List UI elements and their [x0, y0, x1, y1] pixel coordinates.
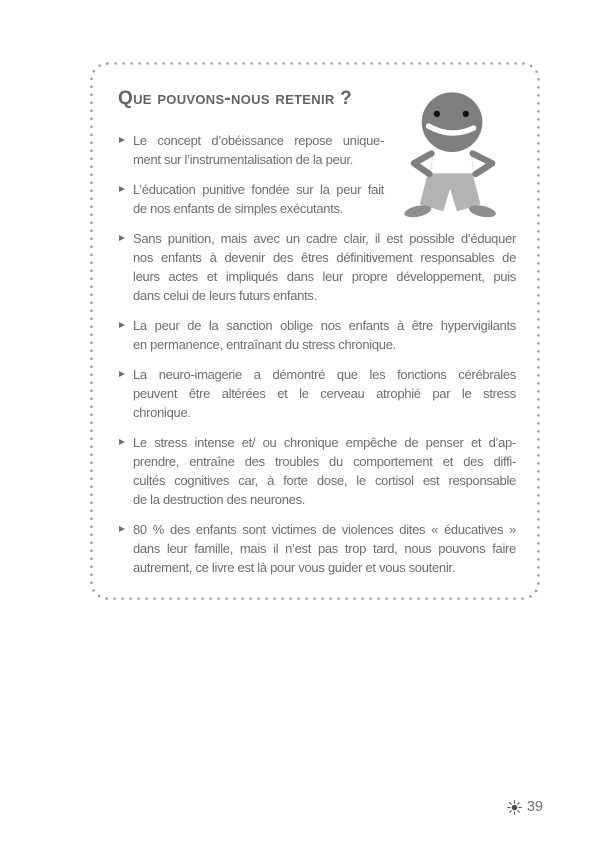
bullet-triangle-icon — [119, 371, 125, 377]
figure-right-eye — [463, 111, 469, 117]
bullet-item — [118, 229, 516, 305]
bullet-triangle-icon — [119, 322, 125, 328]
bullet-line: autrement, ce livre est là pour vous guider et vous soutenir. — [133, 560, 456, 575]
bullet-item — [118, 365, 516, 422]
bullet-line: nos enfants à devenir des êtres définitivement responsables de — [133, 250, 516, 265]
bullet-item — [118, 433, 516, 509]
box-title: Que pouvons-nous retenir ? — [118, 88, 353, 109]
bullet-line: La peur de la sanction oblige nos enfants à être hypervigilants — [133, 318, 516, 333]
bullet-line: dans leur famille, mais il n’est pas trop tard, nous pouvons faire — [133, 541, 516, 556]
bullet-triangle-icon — [119, 186, 125, 192]
bullet-line: chronique. — [133, 405, 191, 420]
bullet-line: La neuro-imagerie a démontré que les fonctions cérébrales — [133, 367, 516, 382]
bullet-item — [118, 131, 516, 169]
bullet-item — [118, 520, 516, 577]
bullet-line: 80 % des enfants sont victimes de violences dites « éducatives » — [133, 522, 516, 537]
bullet-triangle-icon — [119, 137, 125, 143]
bullet-line: prendre, entraîne des troubles du comportement et des diffi- — [133, 454, 516, 469]
page-number: 39 — [526, 799, 543, 815]
bullet-line: de la destruction des neurones. — [133, 492, 306, 507]
bullet-item — [118, 180, 516, 218]
bullet-line: Le stress intense et/ ou chronique empêche de penser et d’ap- — [133, 435, 516, 450]
bullet-line: Le concept d’obéissance repose unique- — [133, 133, 384, 148]
page-footer — [507, 799, 543, 815]
sun-icon — [507, 800, 522, 815]
bullet-line: peuvent être altérées et le cerveau atrophié par le stress — [133, 386, 516, 401]
bullet-line: L’éducation punitive fondée sur la peur fait — [133, 182, 384, 197]
bullet-triangle-icon — [119, 439, 125, 445]
bullet-line: dans celui de leurs futurs enfants. — [133, 288, 317, 303]
bullet-item — [118, 316, 516, 354]
bullet-line: ment sur l’instrumentalisation de la peur. — [133, 152, 354, 167]
bullet-line: Sans punition, mais avec un cadre clair, il est possible d’éduquer — [133, 231, 516, 246]
bullet-line: de nos enfants de simples exécutants. — [133, 201, 344, 216]
bullet-line: leurs actes et impliqués dans leur propre développement, puis — [133, 269, 516, 284]
summary-box — [90, 62, 540, 600]
bullet-line: en permanence, entraînant du stress chronique. — [133, 337, 396, 352]
bullet-line: cultés cognitives car, à forte dose, le cortisol est responsable — [133, 473, 516, 488]
bullet-list — [118, 131, 516, 577]
bullet-triangle-icon — [119, 235, 125, 241]
bullet-triangle-icon — [119, 526, 125, 532]
figure-left-eye — [434, 111, 440, 117]
